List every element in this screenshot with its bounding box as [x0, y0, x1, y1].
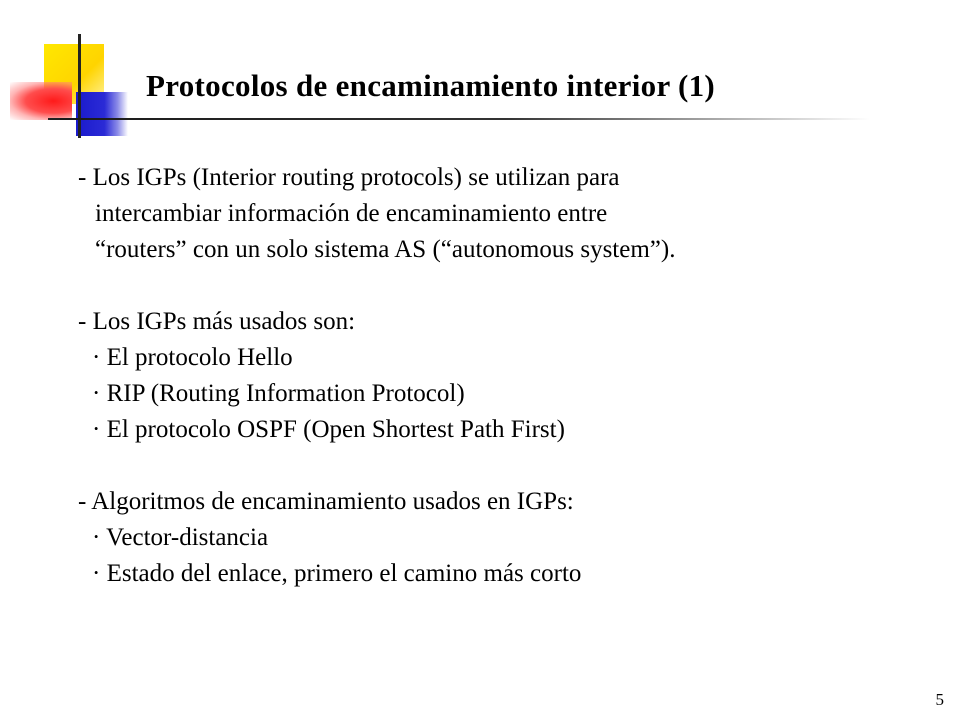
list-item: · Vector-distancia	[92, 524, 269, 551]
list-item: · Estado del enlace, primero el camino más corto	[92, 560, 582, 587]
slide-title: Protocolos de encaminamiento interior (1)	[146, 68, 716, 103]
paragraph-line: “routers” con un solo sistema AS (“autonomous system”).	[95, 236, 676, 263]
logo-vertical-line	[78, 34, 81, 138]
decorative-logo	[0, 0, 140, 150]
paragraph-line: intercambiar información de encaminamiento entre	[95, 200, 608, 227]
logo-red-square	[10, 82, 72, 120]
section-heading: - Algoritmos de encaminamiento usados en IGPs:	[78, 488, 574, 515]
list-item: · RIP (Routing Information Protocol)	[92, 380, 465, 407]
spacer	[78, 268, 675, 304]
paragraph-line: - Los IGPs (Interior routing protocols) se utilizan para	[78, 164, 620, 191]
page-number: 5	[935, 690, 944, 709]
slide-body	[78, 160, 675, 592]
list-item: · El protocolo Hello	[92, 344, 293, 371]
list-item: · El protocolo OSPF (Open Shortest Path First)	[92, 416, 565, 443]
spacer	[78, 448, 675, 484]
section-heading: - Los IGPs más usados son:	[78, 308, 356, 335]
logo-blue-square	[76, 92, 128, 136]
title-underline	[60, 118, 870, 120]
